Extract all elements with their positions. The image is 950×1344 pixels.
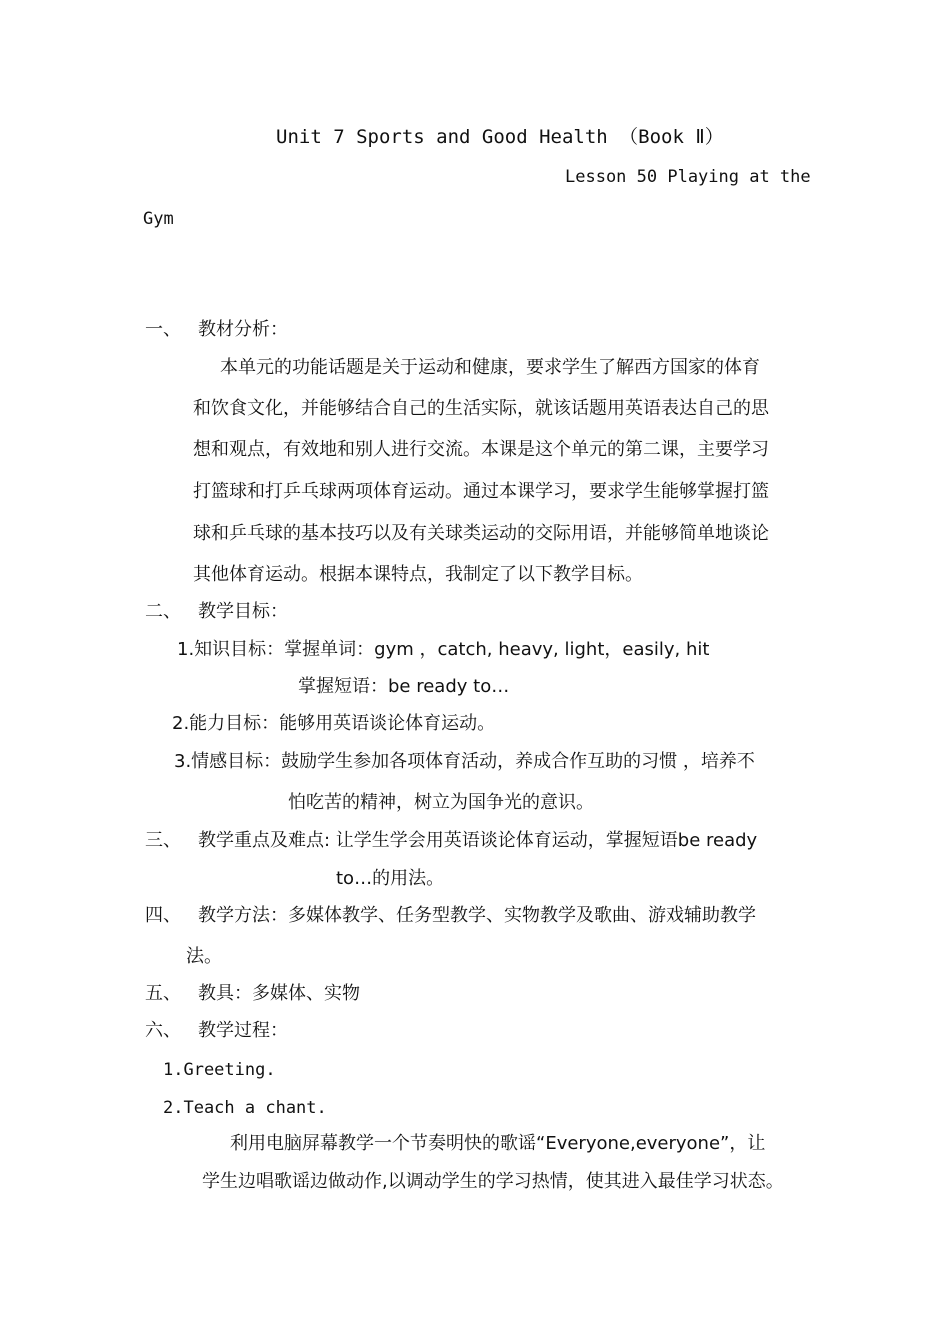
section-1-heading: 教材分析： — [198, 319, 288, 340]
section-3-text-cont: to…的用法。 — [336, 868, 445, 889]
section-1-number: 一、 — [145, 319, 181, 340]
section-1-line: 打篮球和打乒乓球两项体育运动。通过本课学习，要求学生能够掌握打篮 — [193, 481, 769, 502]
section-1-line: 和饮食文化，并能够结合自己的生活实际，就该话题用英语表达自己的思 — [193, 398, 769, 419]
unit-title: Unit 7 Sports and Good Health （Book Ⅱ） — [276, 126, 724, 148]
section-1-line: 球和乒乓球的基本技巧以及有关球类运动的交际用语，并能够简单地谈论 — [193, 523, 769, 544]
section-5-number: 五、 — [145, 983, 181, 1004]
goal-emotion: 3.情感目标：鼓励学生参加各项体育活动，养成合作互助的习惯 ，培养不 — [174, 751, 755, 772]
section-6-number: 六、 — [145, 1020, 181, 1041]
goal-ability: 2.能力目标：能够用英语谈论体育运动。 — [172, 713, 496, 734]
lesson-title-line1: Lesson 50 Playing at the — [565, 167, 811, 187]
section-2-heading: 教学目标： — [198, 601, 288, 622]
lesson-title-line2: Gym — [143, 209, 174, 229]
section-5-text: 教具：多媒体、实物 — [198, 983, 360, 1004]
section-1-line: 想和观点，有效地和别人进行交流。本课是这个单元的第二课，主要学习 — [193, 439, 769, 460]
goal-knowledge: 1.知识目标：掌握单词：gym ，catch, heavy, light，easily, hit — [177, 639, 710, 660]
section-4-text-cont: 法。 — [186, 946, 222, 967]
chant-paragraph: 利用电脑屏幕教学一个节奏明快的歌谣“Everyone,everyone”，让 — [230, 1133, 766, 1154]
step-chant: 2.Teach a chant. — [163, 1098, 327, 1118]
section-1-line: 本单元的功能话题是关于运动和健康，要求学生了解西方国家的体育 — [220, 357, 760, 378]
goal-emotion-cont: 怕吃苦的精神，树立为国争光的意识。 — [288, 792, 594, 813]
section-1-line: 其他体育运动。根据本课特点，我制定了以下教学目标。 — [193, 564, 643, 585]
section-6-heading: 教学过程： — [198, 1020, 288, 1041]
section-2-number: 二、 — [145, 601, 181, 622]
section-3-number: 三、 — [145, 830, 181, 851]
chant-paragraph-cont: 学生边唱歌谣边做动作,以调动学生的学习热情，使其进入最佳学习状态。 — [202, 1171, 784, 1192]
step-greeting: 1.Greeting. — [163, 1060, 276, 1080]
section-3-text: 教学重点及难点: 让学生学会用英语谈论体育运动，掌握短语be ready — [198, 830, 758, 851]
goal-knowledge-phrases: 掌握短语：be ready to… — [298, 676, 510, 697]
section-4-number: 四、 — [145, 905, 181, 926]
section-4-text: 教学方法：多媒体教学、任务型教学、实物教学及歌曲、游戏辅助教学 — [198, 905, 756, 926]
